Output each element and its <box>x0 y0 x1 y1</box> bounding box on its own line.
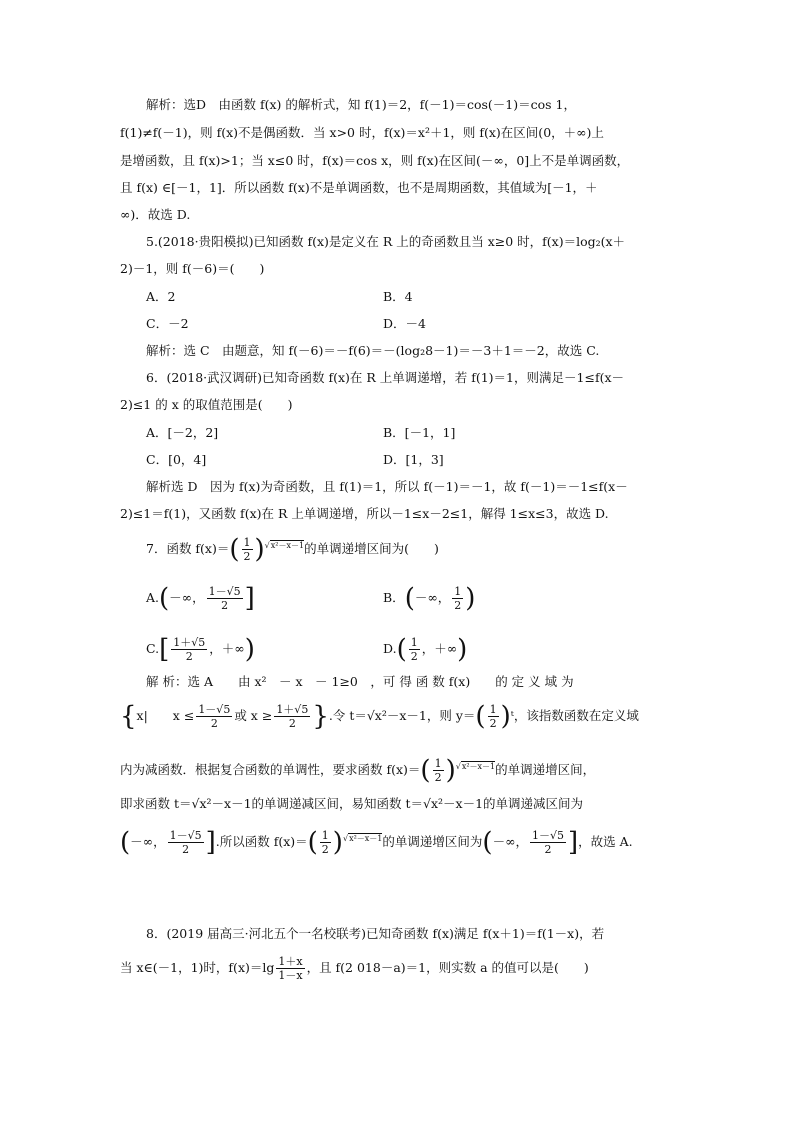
solution-text: 的单调递增区间， <box>495 762 596 777</box>
option-label: C. <box>146 641 160 656</box>
q7-stem-suffix: 的单调递增区间为( ) <box>304 541 439 556</box>
paren-close: ) <box>500 701 511 732</box>
q5-stem-line-1: 5.(2018·贵阳模拟)已知函数 f(x)是定义在 R 上的奇函数且当 x≥0 时，f(x)＝log₂(x＋ <box>146 234 626 249</box>
q5-option-c: C．－2 <box>146 316 189 331</box>
q8-stem-text: 当 x∈(－1，1)时，f(x)＝lg <box>120 960 275 975</box>
q5-option-d: D．－4 <box>383 316 426 331</box>
radicand: x²－x－1 <box>461 761 496 771</box>
pos-infinity: ，＋∞ <box>421 641 458 656</box>
fraction-numerator: 1 <box>410 636 418 649</box>
bracket-close: ] <box>205 827 216 858</box>
neg-infinity: －∞， <box>169 590 205 605</box>
q7-solution-line-4: 即求函数 t＝√x²－x－1的单调递减区间，易知函数 t＝√x²－x－1的单调递减区间为 <box>120 796 584 811</box>
q8-stem-text: ，且 f(2 018－a)＝1，则实数 a 的值可以是( ) <box>306 960 589 975</box>
q8-stem-line-2 <box>120 955 589 982</box>
paren-open: ( <box>229 534 240 565</box>
q4-solution-line-1: 解析：选D 由函数 f(x) 的解析式，知 f(1)＝2，f(－1)＝cos(－1)＝cos 1， <box>146 97 577 112</box>
fraction-half <box>242 536 253 563</box>
fraction <box>409 636 420 663</box>
paren-close: ) <box>332 827 343 858</box>
fraction-denominator: 2 <box>410 650 418 663</box>
fraction-denominator: 2 <box>434 771 442 784</box>
fraction <box>171 636 207 663</box>
fraction-numerator: 1 <box>489 703 497 716</box>
paren-open: ( <box>307 827 318 858</box>
fraction <box>196 703 232 730</box>
q4-solution-line-5: ∞)．故选 D. <box>120 207 191 222</box>
fraction-numerator: 1＋x <box>278 955 303 968</box>
solution-text: ᵗ，该指数函数在定义域 <box>510 708 639 723</box>
solution-text: .所以函数 f(x)＝ <box>215 834 308 849</box>
fraction-denominator: 2 <box>185 650 193 663</box>
q7-option-c <box>146 636 255 663</box>
fraction-numerator: 1－√5 <box>169 829 202 842</box>
fraction-denominator: 2 <box>454 599 462 612</box>
paren-open: ( <box>396 634 407 665</box>
q5-solution: 解析：选 C 由题意，知 f(－6)＝－f(6)＝－(log₂8－1)＝－3＋1＝－2，故选 C. <box>146 343 600 358</box>
fraction-denominator: 2 <box>288 717 296 730</box>
q6-option-d: D．[1，3] <box>383 452 444 467</box>
fraction <box>274 703 310 730</box>
option-label: A. <box>146 590 160 605</box>
pos-infinity: ，＋∞ <box>209 641 245 656</box>
q6-solution-line-1: 解析选 D 因为 f(x)为奇函数，且 f(1)＝1，所以 f(－1)＝－1，故 f(－1)＝－1≤f(x－ <box>146 479 628 494</box>
fraction-denominator: 2 <box>321 843 329 856</box>
q6-option-b: B．[－1，1] <box>383 425 456 440</box>
fraction <box>530 829 566 856</box>
fraction-denominator: 1－x <box>278 969 303 982</box>
fraction-half <box>433 757 444 784</box>
fraction <box>276 955 304 982</box>
bracket-close: ] <box>568 827 579 858</box>
fraction-denominator: 2 <box>243 550 251 563</box>
q7-solution-line-5: (－∞， $\frac{1-√5}{2}$ ].所以函数 f(x)＝( $\frac{1}{2}$ )$^{√x^2-x-1}$的单调递增区间为(－∞， $\frac{1-√5}{2}$ ]，故选 A. <box>120 827 633 858</box>
paren-close: ) <box>465 583 476 614</box>
fraction-half <box>488 703 499 730</box>
neg-infinity: －∞， <box>414 590 451 605</box>
fraction-denominator: 2 <box>489 717 497 730</box>
q6-option-a: A．[－2，2] <box>146 425 219 440</box>
fraction-denominator: 2 <box>210 717 218 730</box>
q5-option-a: A．2 <box>146 289 176 304</box>
paren-close: ) <box>457 634 468 665</box>
q5-stem-line-2: 2)－1，则 f(－6)＝( ) <box>120 261 265 276</box>
fraction <box>452 585 463 612</box>
fraction-denominator: 2 <box>544 843 552 856</box>
option-label: D. <box>383 641 397 656</box>
q7-option-a <box>146 585 255 612</box>
set-builder: x| x ≤ <box>136 708 195 723</box>
fraction-numerator: 1 <box>321 829 329 842</box>
q7-option-d <box>383 636 467 663</box>
fraction-numerator: 1－√5 <box>208 585 241 598</box>
option-label: B． <box>383 590 405 605</box>
bracket-close: ] <box>244 583 255 614</box>
paren-open: ( <box>420 755 431 786</box>
q4-solution-line-4: 且 f(x) ∈[－1，1]．所以函数 f(x)不是单调函数，也不是周期函数，其值域为[－1，＋ <box>120 180 598 195</box>
paren-close: ) <box>445 755 456 786</box>
fraction-denominator: 2 <box>182 843 190 856</box>
fraction-numerator: 1 <box>454 585 462 598</box>
neg-infinity: －∞， <box>130 834 166 849</box>
paren-open: ( <box>120 827 131 858</box>
solution-text: 的单调递增区间为 <box>382 834 483 849</box>
fraction-numerator: 1＋√5 <box>173 636 206 649</box>
q7-option-b <box>383 585 475 612</box>
fraction-numerator: 1 <box>434 757 442 770</box>
fraction-numerator: 1＋√5 <box>276 703 309 716</box>
fraction-denominator: 2 <box>221 599 229 612</box>
q6-stem-line-2: 2)≤1 的 x 的取值范围是( ) <box>120 397 293 412</box>
paren-open: ( <box>475 701 486 732</box>
q7-solution-line-1: 解 析：选 A 由 x² － x － 1≥0 ，可 得 函 数 f(x) 的 定 义 域 为 <box>146 674 574 689</box>
q7-stem: 7．函数 f(x)＝( $\frac{1}{2}$ )$^{√x^2-x-1}$的单调递增区间为( ) <box>146 534 439 565</box>
q7-solution-line-3: 内为减函数．根据复合函数的单调性，要求函数 f(x)＝( $\frac{1}{2}$ )$^{√x^2-x-1}$的单调递增区间， <box>120 755 596 786</box>
brace-open: { <box>120 701 137 732</box>
q6-stem-line-1: 6．(2018·武汉调研)已知奇函数 f(x)在 R 上单调递增，若 f(1)＝1，则满足－1≤f(x－ <box>146 370 624 385</box>
paren-open: ( <box>404 583 415 614</box>
paren-close: ) <box>244 634 255 665</box>
fraction <box>207 585 243 612</box>
fraction <box>168 829 204 856</box>
fraction-half <box>320 829 331 856</box>
q4-solution-line-2: f(1)≠f(－1)，则 f(x)不是偶函数．当 x>0 时，f(x)＝x²＋1，则 f(x)在区间(0，＋∞)上 <box>120 125 604 140</box>
solution-text: 内为减函数．根据复合函数的单调性，要求函数 f(x)＝ <box>120 762 421 777</box>
q8-stem-line-1: 8．(2019 届高三·河北五个一名校联考)已知奇函数 f(x)满足 f(x＋1)＝f(1－x)，若 <box>146 926 605 941</box>
solution-text: ，故选 A. <box>578 834 633 849</box>
fraction-numerator: 1 <box>243 536 251 549</box>
bracket-open: [ <box>159 634 170 665</box>
paren-open: ( <box>159 583 170 614</box>
q4-solution-line-3: 是增函数，且 f(x)>1；当 x≤0 时，f(x)＝cos x，则 f(x)在区间(－∞，0]上不是单调函数， <box>120 153 630 168</box>
radicand: x²－x－1 <box>349 833 383 843</box>
fraction-numerator: 1－√5 <box>198 703 231 716</box>
q5-option-b: B．4 <box>383 289 413 304</box>
paren-open: ( <box>482 827 493 858</box>
q7-solution-line-2 <box>120 703 639 730</box>
fraction-numerator: 1－√5 <box>531 829 564 842</box>
paren-close: ) <box>254 534 265 565</box>
substitution-text: .令 t＝√x²－x－1，则 y＝ <box>328 708 476 723</box>
brace-close: } <box>312 701 329 732</box>
q6-option-c: C．[0，4] <box>146 452 207 467</box>
q7-stem-prefix: 7．函数 f(x)＝ <box>146 541 230 556</box>
q6-solution-line-2: 2)≤1＝f(1)，又函数 f(x)在 R 上单调递增，所以－1≤x－2≤1，解得 1≤x≤3，故选 D. <box>120 506 609 521</box>
radicand: x²－x－1 <box>270 540 305 550</box>
or-text: 或 x ≥ <box>234 708 273 723</box>
neg-infinity: －∞， <box>492 834 528 849</box>
